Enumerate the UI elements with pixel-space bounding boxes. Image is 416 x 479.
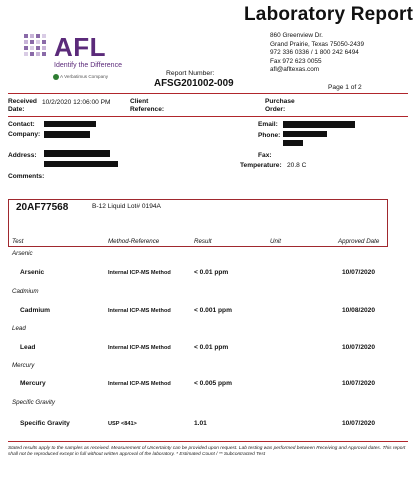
col-test: Test [12,238,24,245]
page-indicator: Page 1 of 2 [328,84,362,91]
email-label: Email: [258,121,278,128]
result-test: Arsenic [20,269,45,276]
result-value: < 0.01 ppm [194,344,229,351]
result-method: Internal ICP-MS Method [108,381,171,387]
section-label: Arsenic [12,250,33,257]
received-date-value: 10/2/2020 12:06:00 PM [42,99,111,106]
redacted-phone [283,131,327,137]
section-label: Mercury [12,362,35,369]
contact-label: Contact: [8,121,35,128]
col-result: Result [194,238,212,245]
redacted-contact [44,121,96,127]
col-unit: Unit [270,238,282,245]
report-number: AFSG201002-009 [154,78,234,89]
logo-dots-icon [22,32,52,62]
redacted-company [44,131,90,138]
section-label: Cadmium [12,288,39,295]
comments-label: Comments: [8,173,45,180]
sample-id: 20AF77568 [16,202,69,213]
purchase-order-label: Purchase Order: [265,98,295,113]
report-title: Laboratory Report [244,4,414,25]
address-line: afl@afltexas.com [270,66,320,74]
address-line: Fax 972 623 0055 [270,57,322,65]
result-value: < 0.005 ppm [194,380,232,387]
col-approved-date: Approved Date [338,238,380,245]
address-line: 972 336 0336 / 1 800 242 6494 [270,49,359,57]
received-date-label: Received Date: [8,98,37,113]
report-number-label: Report Number: [166,70,215,77]
afl-logo [22,28,132,88]
result-method: USP <841> [108,421,137,427]
phone-label: Phone: [258,132,281,139]
result-method: Internal ICP-MS Method [108,308,171,314]
temperature-value: 20.8 C [287,162,307,169]
result-date: 10/07/2020 [342,344,376,351]
info-divider [8,116,408,117]
section-label: Specific Gravity [12,399,55,406]
company-label: Company: [8,131,41,138]
result-date: 10/08/2020 [342,307,376,314]
result-value: 1.01 [194,420,207,427]
redacted-email [283,121,355,128]
redacted-address [44,150,110,157]
result-test: Cadmium [20,307,51,314]
redacted-address [44,161,118,167]
result-test: Specific Gravity [20,420,70,427]
sample-description: B-12 Liquid Lot# 0194A [92,203,161,210]
header-divider [8,93,408,94]
logo-tagline: Identify the Difference [54,62,122,69]
logo-text: AFL [54,32,107,62]
redacted-phone [283,140,303,146]
result-test: Mercury [20,380,46,387]
result-value: < 0.01 ppm [194,269,229,276]
footer-disclaimer: Stated results apply to the samples as received. Measurement of Uncertainty can be provided upon request. Lab testing was performed between Receiving and Approval dates. This report shall not be reproduced except in full without written approval of the laboratory. * Estimated Count / ** Subcontracted Test [8,446,406,458]
col-method: Method-Reference [108,238,160,245]
result-method: Internal ICP-MS Method [108,270,171,276]
result-value: < 0.001 ppm [194,307,232,314]
fax-label: Fax: [258,152,272,159]
result-test: Lead [20,344,36,351]
footer-divider [8,441,408,442]
section-label: Lead [12,325,26,332]
company-badge-icon [53,74,59,80]
result-date: 10/07/2020 [342,380,376,387]
result-date: 10/07/2020 [342,420,376,427]
logo-subtitle: A Verbatimus Company [60,74,109,79]
result-date: 10/07/2020 [342,269,376,276]
result-method: Internal ICP-MS Method [108,345,171,351]
address-line: 860 Greenview Dr. [270,32,323,39]
lab-address [270,32,364,75]
temperature-label: Temperature: [240,162,282,169]
address-label: Address: [8,152,37,159]
address-line: Grand Prairie, Texas 75050-2439 [270,40,365,48]
client-reference-label: Client Reference: [130,98,165,113]
